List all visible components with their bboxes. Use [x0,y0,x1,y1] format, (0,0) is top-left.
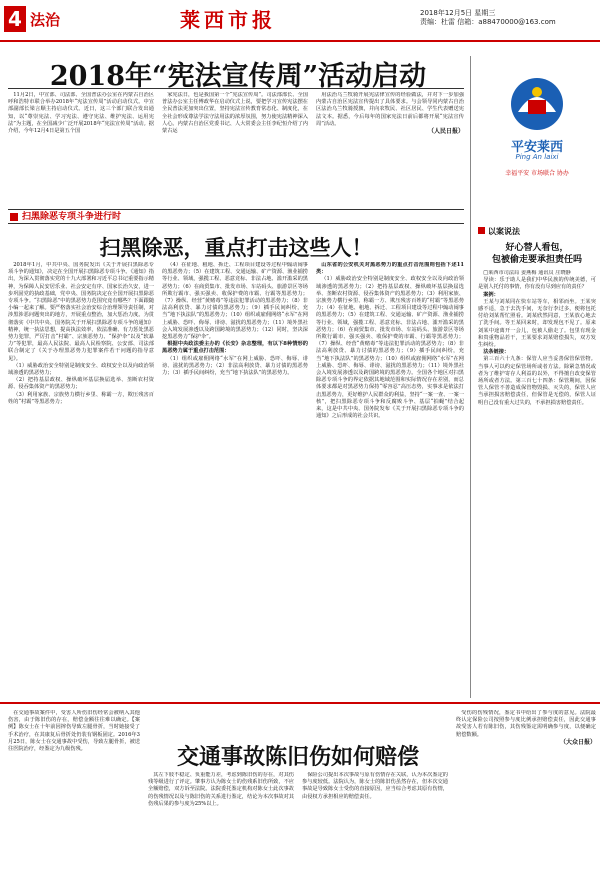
date-line: 2018年12月5日 星期三 [420,9,496,17]
lead-col-1: 11月2日，中宣部、司法部、全国普法办公室在内蒙古自治区呼和浩特市联合举办2018年“宪法宣传周”活动启动仪式。中宣部副部长梁言顺主持启动仪式。近日，这三个部门联合发出通知，以“尊崇宪法、学习宪法、遵守宪法、维护宪法、运用宪法”为主题，在全国减少广泛开展2018年“宪法宣传周”活动。据介绍，今年12月4日是第五个国 [8,92,154,135]
page-header [0,0,600,42]
divider [8,88,464,89]
crime-subhead-3: 山东省的公安机关对黑恶势力的重点打击范围则包括下述11类： [316,262,464,276]
traffic-col-2: 其左下肢不稳定、负重能力差，考虑到陈旧伤的存在，对其伤残等级进行了评定。肇事方认为陈女士的伤残系旧伤所致，不应全额赔偿，双方诉至法院。法院委托鉴定机构对陈女士此次事故的伤残情况以及与陈旧伤的关系进行鉴定，结论为本次事故对其伤残后果的参与度为25%以上。 [148,772,294,807]
logo-emblem-icon [478,72,596,136]
masthead: 莱西市报 [180,8,276,32]
editor-line: 责编：杜雷 信箱：a88470000@163.com [420,18,556,26]
traffic-source: （大众日报） [559,738,596,746]
page-number: 4 [4,6,26,32]
lead-col-3: 用法治乌兰牧骑开展宪法律宣传的经验做法，并对下一步加强内蒙古自治区宪法宣传提出了具体要求。与会领导同内蒙古自治区法治乌兰牧骑授旗，并向农牧民、社区居民、学生代表赠送宪法文本。据悉，今后每年的国家宪法日前后都将开展“宪法宣传周”活动。 （人民日报） [316,92,464,136]
traffic-col-4: 受伤的伤残情况，鉴定书中给出了参与度的意见。法院最终认定保险公司按照参与度比例承担赔偿责任，因此交通事故受害人若有陈旧伤，其伤残鉴定需明确参与度，以便确定赔偿数额。 （大众日报） [456,710,596,746]
traffic-headline: 交通事故陈旧伤如何赔偿 [176,744,419,770]
crime-col-2: （4）在征地、租地、拆迁、工程项目建设等过程中煽动闹事的黑恶势力；（5）在建筑工程、交通运输、矿产资源、渔业捕捞等行业、领域，强揽工程、恶意竞标、非法占地、滥开滥采的黑恶势力；（6）在商贸集市、批发市场、车站码头、旅游景区等场所欺行霸市、强买强卖、收保护费的市霸、行霸等黑恶势力；（7）操纵、经营“黄赌毒”等违法犯罪活动的黑恶势力；（8）非法高利放贷、暴力讨债的黑恶势力；（9）插手民间纠纷，充当“地下执法队”的黑恶势力；（10）组织或雇佣网络“水军”在网上威胁、恐吓、侮辱、诽谤、滋扰的黑恶势力；（11）境外黑社会入境发展渗透以及跨国跨境的黑恶势力；（12）同时，坚决深挖黑恶势力“保护伞”。 根据中央政法委主办的《长安》杂志整理，有以下8种情形的黑恶势力属于重点打击范围： （1）组织或雇佣网络“水军”在网上威胁、恐吓、侮辱、诽谤、滋扰的黑恶势力；（2）非法高利放贷、暴力讨债的黑恶势力；（3）插手民间纠纷，充当“地下执法队”的黑恶势力。 [162,262,308,377]
date-editor-info [420,9,556,27]
square-icon [478,227,485,234]
column-divider [470,56,471,698]
lead-source: （人民日报） [427,128,464,136]
sidebar-section-label: 以案说法 [478,226,520,237]
ping-an-laixi-logo: 平安莱西 Ping An laixi 幸福平安 市场联合 协办 [478,72,596,192]
crime-col-1: 2018年1月，中共中央、国务院发出《关于开展扫黑除恶专项斗争的通知》，决定在全国开展扫黑除恶专项斗争。《通知》指出，为深入贯彻落实党的十九大部署和习近平总书记重要指示精神，为保障人民安居乐业、社会安定有序、国家长治久安，进一步巩固党的执政基础，党中央、国务院决定在全国开展扫黑除恶专项斗争。“扫黑除恶”中的黑恶势力范围究竟有哪些？下面跟随小编一起来了解。要严格落实社会治安综合治理领导责任制，对涉黑涉恶问题突出的地方，开展重点整治，加大惩治力度。为贯彻落实《中共中央、国务院关于开展扫黑除恶专项斗争的通知》精神，统一执法思想，提高执法效率，依法准确、有力惩处黑恶势力犯罪，严厉打击“村霸”、宗族恶势力、“保护伞”以及“软暴力”等犯罪，最高人民法院、最高人民检察院、公安部、司法部联合制定了《关于办理黑恶势力犯罪案件若干问题的指导意见》。 （1）威胁政治安全特别是制度安全、政权安全以及向政治领域渗透的黑恶势力； （2）把持基层政权、操纵破坏基层换届选举、垄断农村资源、侵吞集体资产的黑恶势力； （3）利用家族、宗族势力横行乡里、称霸一方，欺压残害百姓的“村霸”等黑恶势力； [8,262,154,405]
sidebar-body: □莱西市司法局 姜燕梅 通讯员 庄晓静 导读：乐于助人是我们中华民族的传统美德，可是别人托付的事情，你有没有尽到应有的责任？ 案例： 王某与刘某同在快车站等车，相邻而坐。王某突感不适，急于去洗手间，无奈行李过多，便将包托付给刘某帮忙照看。刘某欣然同意，王某放心地去了洗手间。等王某回来时，却发现包不见了。原来刘某中途离开一会儿，包被人偷走了。包里有现金和贵重物品若干，王某要求刘某赔偿损失，双方发生纠纷。 法条链接： 第三百六十九条：保管人应当妥善保管保管物。当事人可以约定保管场所或者方法。除紧急情况或者为了维护寄存人利益的以外，不得擅自改变保管场所或者方法。第三百七十四条：保管期间，因保管人保管不善造成保管物毁损、灭失的，保管人应当承担损害赔偿责任，但保管是无偿的，保管人证明自己没有重大过失的，不承担损害赔偿责任。 [478,270,596,406]
byline: □莱西市司法局 姜燕梅 通讯员 庄晓静 [483,270,571,276]
crime-headline: 扫黑除恶，重点打击这些人！ [99,235,373,260]
bottom-divider [0,702,600,704]
crime-subhead-2: 根据中央政法委主办的《长安》杂志整理，有以下8种情形的黑恶势力属于重点打击范围： [162,341,308,355]
traffic-col-1: 在交通事故案件中，受害人所伤旧伤经常会被纳入其他伤害，由于陈旧伤的存在，赔偿金额往往难以确定。【案例】陈女士在十年前因摔伤导致左腿骨折，当时她接受了手术治疗，在其康复后骨折处仍装有钢板固定。2016年3月25日，陈女士在交通事故中受伤，导致左腿骨折，被送往医院治疗，经鉴定为九级伤残。 [8,710,140,753]
crime-col-3: 山东省的公安机关对黑恶势力的重点打击范围则包括下述11类： （1）威胁政治安全特别是制度安全、政权安全以及向政治领域渗透的黑恶势力；（2）把持基层政权、操纵破坏基层换届选举、垄断农村资源、侵吞集体资产的黑恶势力；（3）利用家族、宗族势力横行乡里、称霸一方、欺压残害百姓的“村霸”等黑恶势力；（4）在征地、租地、拆迁、工程项目建设等过程中煽动闹事的黑恶势力；（5）在建筑工程、交通运输、矿产资源、渔业捕捞等行业、领域，强揽工程、恶意竞标、非法占地、滥开滥采的黑恶势力；（6）在商贸集市、批发市场、车站码头、旅游景区等场所欺行霸市、强买强卖、收保护费的市霸、行霸等黑恶势力；（7）操纵、经营“黄赌毒”等违法犯罪活动的黑恶势力；（8）非法高利放贷、暴力讨债的黑恶势力；（9）插手民间纠纷，充当“地下执法队”的黑恶势力；（10）组织或雇佣网络“水军”在网上威胁、恐吓、侮辱、诽谤、滋扰的黑恶势力；（11）境外黑社会入境发展渗透以及跨国跨境的黑恶势力。全国各个地区对扫黑除恶专项斗争的界定依据其地域范围和实际情况存在差别，而总体要求都是对黑恶势力保持“零容忍”高压态势，实事求是依法打击黑恶势力，更好维护人民群众的利益，坚持“一案一查、一案一核”，把扫黑除恶专项斗争和反腐败斗争、基层“拍蝇”结合起来，这是中共中央、国务院发布《关于开展扫黑除恶专项斗争的通知》之后形成的社会共识。 [316,262,464,420]
lead-headline: 2018年“宪法宣传周”活动启动 [49,61,427,92]
lead-col-2: 家宪法日，也是我国第一个“宪法宣传周”。司法部部长、全国普法办公室主任傅政华在启动仪式上说，要把学习宣传宪法摆在全民普法更加突出位置，坚持宪法宣传教育常态化、制度化，在全社会形成尊法学法守法用法的浓厚氛围，努力使宪法精神深入人心。内蒙古自治区党委书记、人大常委会主任李纪恒介绍了内蒙古运 [162,92,308,135]
square-icon [10,213,18,221]
traffic-col-3: 保险公司提出本次事故与原有伤情存在关联，认为本次鉴定的参与度较低。法院认为，陈女士的陈旧伤虽然存在，但本次交通事故是导致陈女士受伤的直接原因，应当综合考虑其原有伤情，由侵权方承担相应的赔偿责任。 [302,772,448,800]
sidebar-headline: 好心替人看包， 包被偷走要承担责任吗 [491,243,582,265]
section-label: 法治 [30,11,61,29]
crime-section-tag: 扫黑除恶专项斗争进行时 [8,209,464,224]
